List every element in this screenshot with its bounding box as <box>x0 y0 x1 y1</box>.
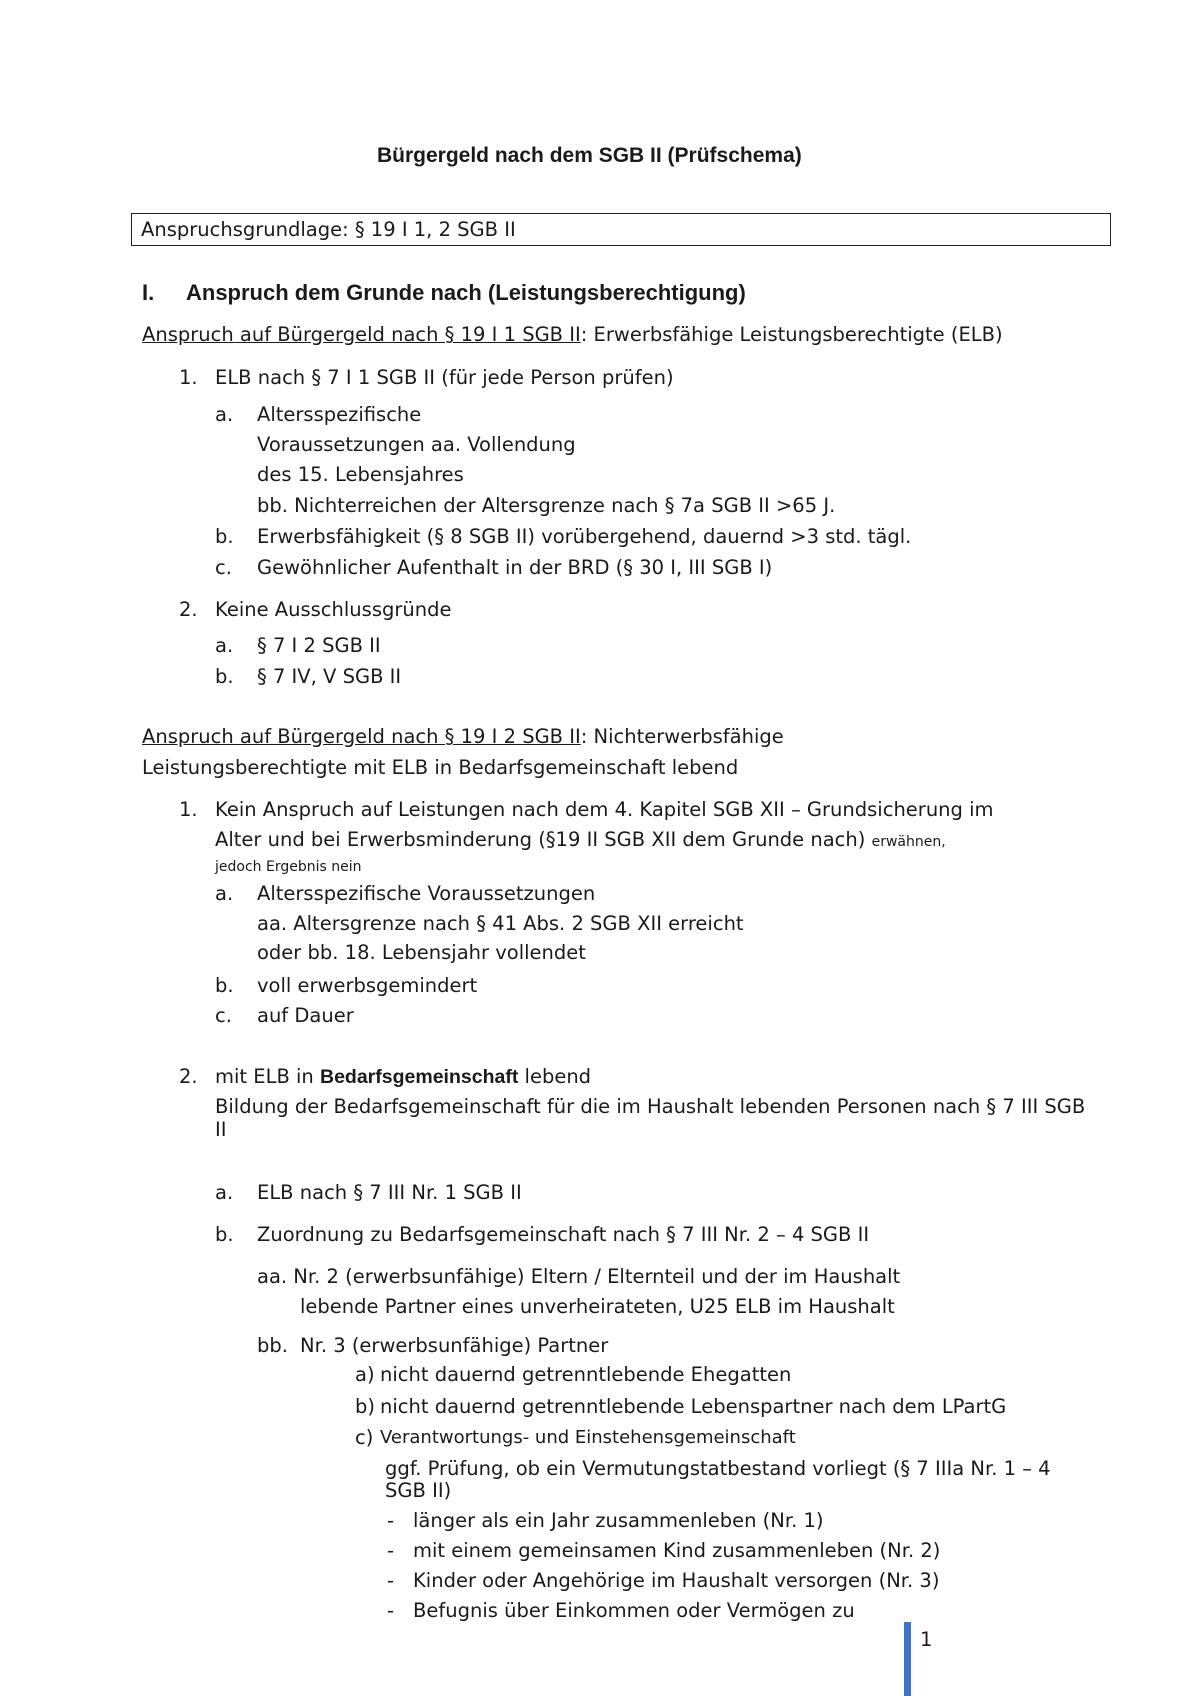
age-requirements-line: bb. Nichterreichen der Altersgrenze nach § 7a SGB II >65 J. <box>257 494 836 517</box>
legal-basis-text: Anspruchsgrundlage: § 19 I 1, 2 SGB II <box>141 218 516 241</box>
list-item-text: Keine Ausschlussgründe <box>215 598 452 621</box>
bullet-item: Befugnis über Einkommen oder Vermögen zu <box>413 1599 855 1622</box>
list-item-text: Kein Anspruch auf Leistungen nach dem 4. Kapitel SGB XII – Grundsicherung im <box>215 798 994 821</box>
list-item-text: § 7 IV, V SGB II <box>257 665 402 688</box>
sub-letter: b. <box>215 665 234 688</box>
list-item-text-part: Alter und bei Erwerbsminderung (§19 II SGB XII dem Grunde nach) <box>215 828 866 851</box>
sub-letter: c) <box>355 1426 374 1449</box>
age-requirements-line: des 15. Lebensjahres <box>257 463 464 486</box>
bullet-item: mit einem gemeinsamen Kind zusammenleben (Nr. 2) <box>413 1539 941 1562</box>
claim-link-non-elb: Anspruch auf Bürgergeld nach § 19 I 2 SGB II <box>142 725 581 748</box>
bullet-item: länger als ein Jahr zusammenleben (Nr. 1) <box>413 1509 824 1532</box>
list-item-text: auf Dauer <box>257 1004 354 1027</box>
list-item-text: ggf. Prüfung, ob ein Vermutungstatbestand vorliegt (§ 7 IIIa Nr. 1 – 4 <box>385 1457 1051 1480</box>
list-item-text: Verantwortungs- und Einstehensgemeinschaft <box>380 1427 796 1448</box>
list-item-text: aa. Nr. 2 (erwerbsunfähige) Eltern / Elternteil und der im Haushalt <box>257 1265 901 1288</box>
list-item-text: nicht dauernd getrenntlebende Lebenspartner nach dem LPartG <box>380 1395 1007 1418</box>
list-number: 1. <box>179 798 198 821</box>
sub-letter: a. <box>215 634 234 657</box>
list-number: 2. <box>179 598 198 621</box>
page-number: 1 <box>920 1628 933 1651</box>
document-title: Bürgergeld nach dem SGB II (Prüfschema) <box>377 144 802 167</box>
list-item-text: ELB nach § 7 I 1 SGB II (für jede Person prüfen) <box>215 366 674 389</box>
age-requirements-line: Voraussetzungen aa. Vollendung <box>257 433 576 456</box>
list-item-text: Erwerbsfähigkeit (§ 8 SGB II) vorübergehend, dauernd >3 std. tägl. <box>257 525 912 548</box>
list-item-text: SGB II) <box>385 1479 452 1502</box>
sub-letter: b. <box>215 974 234 997</box>
claim-heading-rest: : Erwerbsfähige Leistungsberechtigte (ELB) <box>580 323 1003 346</box>
list-item-text: Nr. 3 (erwerbsunfähige) Partner <box>300 1334 609 1357</box>
list-item-text: aa. Altersgrenze nach § 41 Abs. 2 SGB XII erreicht <box>257 912 744 935</box>
list-item-text-part: mit ELB in <box>215 1065 314 1088</box>
bullet-dash: - <box>387 1539 395 1562</box>
list-item-text: oder bb. 18. Lebensjahr vollendet <box>257 941 586 964</box>
bullet-dash: - <box>387 1509 395 1532</box>
list-item-text: Bildung der Bedarfsgemeinschaft für die im Haushalt lebenden Personen nach § 7 III SGB <box>215 1095 1086 1118</box>
claim-link-elb: Anspruch auf Bürgergeld nach § 19 I 1 SGB II <box>142 323 581 346</box>
claim-heading-non-elb <box>142 725 784 749</box>
claim-heading-line2: Leistungsberechtigte mit ELB in Bedarfsgemeinschaft lebend <box>142 756 739 779</box>
bullet-item: Kinder oder Angehörige im Haushalt versorgen (Nr. 3) <box>413 1569 940 1592</box>
list-item-text: lebende Partner eines unverheirateten, U25 ELB im Haushalt <box>300 1295 895 1318</box>
section-heading: Anspruch dem Grunde nach (Leistungsberechtigung) <box>186 280 746 305</box>
sub-letter: a. <box>215 403 234 426</box>
small-note: jedoch Ergebnis nein <box>215 859 362 875</box>
list-item-text: nicht dauernd getrenntlebende Ehegatten <box>380 1363 792 1386</box>
sub-letter: b) <box>355 1395 375 1418</box>
list-item-text: ELB nach § 7 III Nr. 1 SGB II <box>257 1181 522 1204</box>
small-note: erwähnen, <box>871 834 946 850</box>
list-item-text: voll erwerbsgemindert <box>257 974 478 997</box>
sub-letter: c. <box>215 1004 232 1027</box>
list-number: 2. <box>179 1065 198 1088</box>
claim-heading-rest: : Nichterwerbsfähige <box>580 725 784 748</box>
list-item-text: § 7 I 2 SGB II <box>257 634 381 657</box>
list-item-text-part: lebend <box>524 1065 592 1088</box>
section-number: I. <box>142 280 155 305</box>
list-number: 1. <box>179 366 198 389</box>
list-item-text: II <box>215 1118 227 1141</box>
list-item-text <box>215 828 946 854</box>
list-item-text: Altersspezifische Voraussetzungen <box>257 882 596 905</box>
age-requirements-line: Altersspezifische <box>257 403 422 426</box>
bullet-dash: - <box>387 1569 395 1592</box>
sub-letter: bb. <box>257 1334 288 1357</box>
bullet-dash: - <box>387 1599 395 1622</box>
sub-letter: a) <box>355 1363 375 1386</box>
list-item-text: Gewöhnlicher Aufenthalt in der BRD (§ 30 I, III SGB I) <box>257 556 773 579</box>
sub-letter: a. <box>215 882 234 905</box>
sub-letter: c. <box>215 556 232 579</box>
sub-letter: b. <box>215 1223 234 1246</box>
page-number-bar <box>904 1622 911 1696</box>
sub-letter: a. <box>215 1181 234 1204</box>
bold-term: Bedarfsgemeinschaft <box>320 1066 519 1088</box>
sub-letter: b. <box>215 525 234 548</box>
claim-heading-elb <box>142 323 1003 347</box>
list-item-text: Zuordnung zu Bedarfsgemeinschaft nach § 7 III Nr. 2 – 4 SGB II <box>257 1223 870 1246</box>
list-item-text <box>215 1065 591 1089</box>
